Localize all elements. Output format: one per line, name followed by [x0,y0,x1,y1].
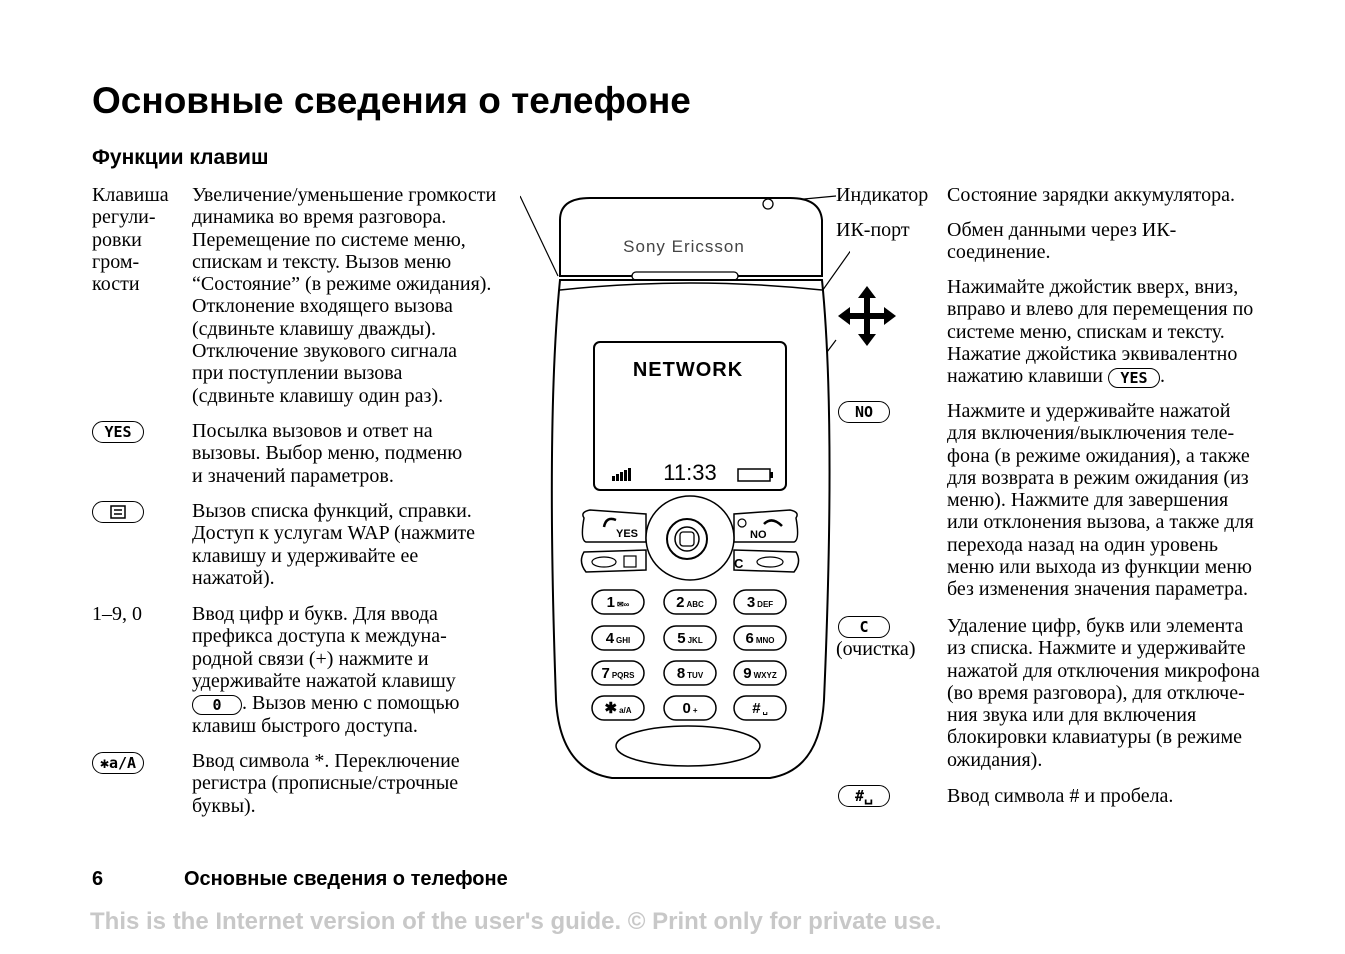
c-key-label: (очистка) [836,638,916,660]
phone-key-7 [592,661,644,685]
phone-key-10 [592,696,644,720]
yes-key-description: Посылка вызовов и ответ на вызовы. Выбор меню, подменю и значений параметров. [192,420,463,487]
phone-key-5 [664,626,716,650]
c-key-description: Удаление цифр, букв или элемента из списка. Нажмите и удерживайте нажатой для отключения микрофона (во время разговора), для отключе- ния звука или для включения блокировки клавиатуры (в режиме ожидания). [947,615,1260,771]
digits-label: 1–9, 0 [92,603,142,625]
phone-key-11 [664,696,716,720]
phone-key-label: 0 + [682,700,698,717]
c-button [734,550,799,572]
indicator-light [763,199,773,209]
phone-key-label: 1 ✉∞ [606,594,630,611]
indicator-description: Состояние зарядки аккумулятора. [947,184,1235,206]
phone-illustration [520,180,850,800]
page-number: 6 [92,868,104,890]
c-key-icon: C [838,616,890,638]
digits-description: Ввод цифр и букв. Для ввода префикса доступа к междуна- родной связи (+) нажмите и удерживайте нажатой клавишу 0 . Вызов меню с помощью клавиш быстрого доступа. [192,603,460,737]
phone-key-label: 4 GHI [605,630,631,647]
phone-key-9 [734,661,786,685]
phone-key-12 [734,696,786,720]
brand-logo: Sony Ericsson [623,237,745,256]
phone-key-label: 5 JKL [677,630,703,647]
joystick [667,519,707,559]
no-key-description: Нажмите и удерживайте нажатой для включения/выключения теле- фона (в режиме ожидания), а также для возврата в режим ожидания (из меню). Нажмите для завершения или отклонения вызова, а также для перехода назад на один уровень меню или выхода из функции меню без изменения значения параметра. [947,400,1254,601]
phone-key-6 [734,626,786,650]
earpiece [632,272,738,280]
microphone-area [616,726,760,766]
screen-network-text: NETWORK [632,359,744,381]
phone-key-8 [664,661,716,685]
phone-key-1 [592,590,644,614]
no-key-icon: NO [838,401,890,423]
ir-leader-line [820,246,850,294]
phone-key-label: 2 ABC [676,594,704,611]
battery-icon [738,469,770,481]
no-button-label: NO [750,529,767,541]
phone-key-label: 3 DEF [746,594,774,611]
phone-key-4 [592,626,644,650]
joystick-description: Нажимайте джойстик вверх, вниз, вправо и влево для перемещения по системе меню, спискам и тексту. Нажатие джойстика эквивалентно нажатию клавиши YES . [947,276,1254,388]
ir-port-description: Обмен данными через ИК- соединение. [947,219,1177,264]
watermark: This is the Internet version of the user's guide. © Print only for private use. [90,908,942,935]
section-title: Функции клавиш [92,146,269,169]
screen-time: 11:33 [663,460,717,485]
phone-key-label: 7 PQRS [601,665,635,682]
yes-key-icon: YES [92,421,144,443]
phone-key-label: 8 TUV [676,665,704,682]
footer-section-title: Основные сведения о телефоне [184,868,508,890]
phone-key-label: ✱ a/A [604,700,632,717]
volume-leader-line [520,196,558,276]
c-button-label: C [734,556,744,571]
yes-button-label: YES [616,528,639,540]
phone-key-3 [734,590,786,614]
phone-key-label: # ␣ [752,700,768,717]
ir-port-label: ИК-порт [836,219,910,241]
hash-key-icon: #␣ [838,785,890,807]
indicator-label: Индикатор [836,184,929,206]
page-title: Основные сведения о телефоне [92,80,691,121]
zero-key-icon: 0 [192,695,242,715]
hash-key-description: Ввод символа # и пробела. [947,785,1174,807]
volume-key-label: Клавиша регули- ровки гром- кости [92,184,169,296]
yes-key-inline-icon: YES [1108,368,1160,388]
menu-key-description: Вызов списка функций, справки. Доступ к услугам WAP (нажмите клавишу и удерживайте ее нажатой). [192,500,476,589]
volume-key-description: Увеличение/уменьшение громкости динамика во время разговора. Перемещение по системе меню, спискам и тексту. Вызов меню “Состояние” (в режиме ожидания). Отклонение входящего вызова (сдвиньте клавишу дважды). Отключение звукового сигнала при поступлении вызова (сдвиньте клавишу один раз). [192,184,497,407]
menu-key-icon [92,501,144,523]
phone-key-2 [664,590,716,614]
phone-key-label: 6 MNO [745,630,775,647]
phone-key-label: 9 WXYZ [743,665,777,682]
star-key-description: Ввод символа *. Переключение регистра (прописные/строчные буквы). [192,750,460,817]
star-key-icon: ✱a/A [92,752,144,774]
